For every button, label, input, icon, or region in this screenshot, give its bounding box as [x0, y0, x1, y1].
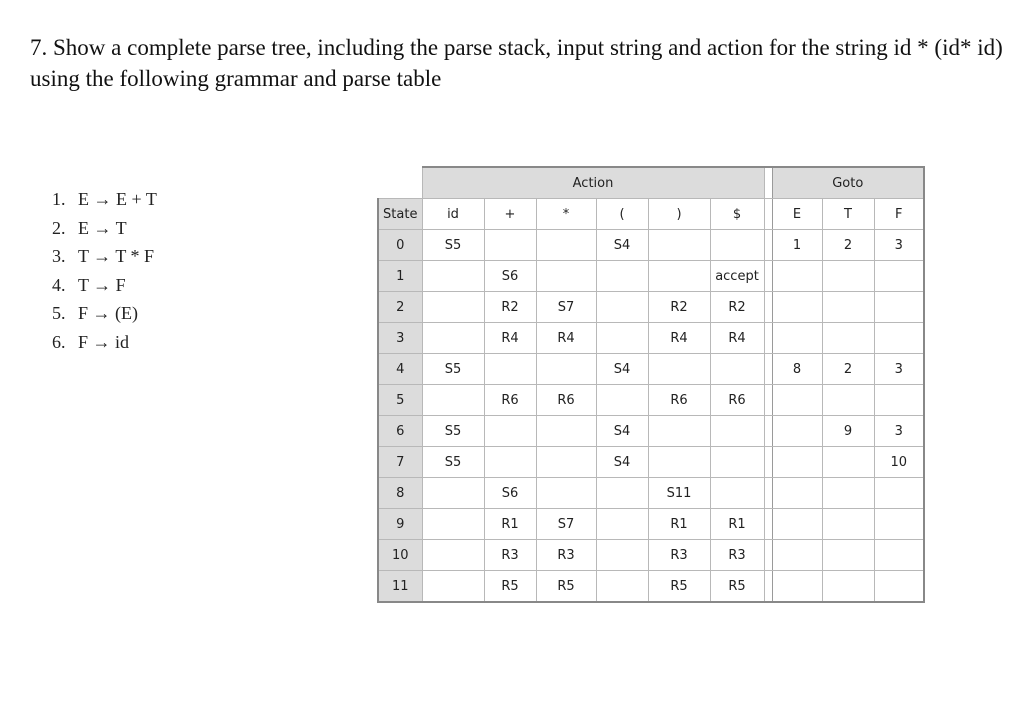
grammar-rule-production: T → T * F [78, 246, 155, 266]
goto-cell: 1 [772, 230, 822, 261]
action-cell: S11 [648, 478, 710, 509]
action-cell [422, 261, 484, 292]
state-cell: 7 [378, 447, 422, 478]
action-cell: R6 [710, 385, 764, 416]
grammar-rule-production: T → F [78, 274, 126, 295]
action-cell [484, 354, 536, 385]
action-cell: R6 [536, 385, 596, 416]
grammar-rule-number: 6. [52, 331, 66, 352]
state-cell: 3 [378, 323, 422, 354]
action-cell [596, 323, 648, 354]
column-separator [764, 199, 772, 230]
goto-cell [874, 571, 924, 603]
goto-cell [874, 509, 924, 540]
state-cell: 6 [378, 416, 422, 447]
grammar-rule [52, 185, 157, 214]
goto-cell: 3 [874, 354, 924, 385]
goto-cell [772, 571, 822, 603]
goto-cell [874, 540, 924, 571]
state-cell: 9 [378, 509, 422, 540]
table-row [378, 323, 924, 354]
action-cell [710, 416, 764, 447]
action-cell: R1 [648, 509, 710, 540]
goto-cell: 10 [874, 447, 924, 478]
action-cell [648, 416, 710, 447]
action-cell: R4 [484, 323, 536, 354]
action-cell [648, 261, 710, 292]
action-cell [710, 478, 764, 509]
action-cell [596, 261, 648, 292]
goto-cell [874, 261, 924, 292]
goto-cell [874, 385, 924, 416]
action-cell [422, 292, 484, 323]
action-cell [422, 571, 484, 603]
action-cell [596, 385, 648, 416]
column-separator [764, 509, 772, 540]
column-separator [764, 167, 772, 199]
action-cell: S4 [596, 354, 648, 385]
goto-cell [772, 416, 822, 447]
action-column-header: id [422, 199, 484, 230]
state-cell: 1 [378, 261, 422, 292]
state-cell: 11 [378, 571, 422, 603]
action-cell: S7 [536, 509, 596, 540]
table-row [378, 571, 924, 603]
grammar-rule [52, 328, 157, 357]
grammar-rule-production: F → id [78, 331, 130, 352]
goto-cell [772, 323, 822, 354]
action-header: Action [422, 167, 764, 199]
action-cell [710, 447, 764, 478]
action-cell: R3 [648, 540, 710, 571]
action-cell: R3 [710, 540, 764, 571]
action-cell: R2 [484, 292, 536, 323]
action-cell [596, 478, 648, 509]
goto-cell [772, 509, 822, 540]
column-separator [764, 354, 772, 385]
action-column-header: + [484, 199, 536, 230]
table-row [378, 354, 924, 385]
action-cell [596, 509, 648, 540]
table-row [378, 478, 924, 509]
goto-cell [772, 385, 822, 416]
action-cell [648, 447, 710, 478]
goto-cell: 3 [874, 416, 924, 447]
goto-cell [822, 323, 874, 354]
column-separator [764, 323, 772, 354]
action-cell [596, 292, 648, 323]
state-cell: 8 [378, 478, 422, 509]
table-corner-cell [378, 167, 422, 199]
grammar-rule-production: E → T [78, 217, 127, 238]
state-cell: 0 [378, 230, 422, 261]
column-separator [764, 416, 772, 447]
grammar-rule-number: 3. [52, 246, 66, 266]
goto-cell: 2 [822, 354, 874, 385]
action-cell [536, 478, 596, 509]
table-row [378, 447, 924, 478]
action-cell [648, 354, 710, 385]
grammar-rule [52, 242, 157, 271]
action-cell: S5 [422, 447, 484, 478]
grammar-rule-number: 2. [52, 217, 66, 238]
action-cell [596, 540, 648, 571]
goto-cell [772, 261, 822, 292]
action-cell: R5 [710, 571, 764, 603]
action-cell: R4 [648, 323, 710, 354]
action-cell [536, 354, 596, 385]
column-separator [764, 478, 772, 509]
goto-cell [822, 509, 874, 540]
table-row [378, 540, 924, 571]
action-cell: R3 [484, 540, 536, 571]
goto-cell [772, 540, 822, 571]
goto-cell [822, 571, 874, 603]
grammar-rule-production: F → (E) [78, 303, 138, 323]
action-cell [422, 385, 484, 416]
action-cell [710, 230, 764, 261]
grammar-rule-number: 1. [52, 189, 66, 209]
action-cell [484, 416, 536, 447]
table-row [378, 230, 924, 261]
action-cell: R3 [536, 540, 596, 571]
column-separator [764, 230, 772, 261]
state-cell: 4 [378, 354, 422, 385]
action-cell [648, 230, 710, 261]
action-cell [536, 230, 596, 261]
action-cell: R5 [484, 571, 536, 603]
action-cell: R1 [484, 509, 536, 540]
action-cell: R4 [536, 323, 596, 354]
goto-column-header: F [874, 199, 924, 230]
goto-cell [822, 478, 874, 509]
action-cell [422, 323, 484, 354]
action-cell: accept [710, 261, 764, 292]
table-row [378, 292, 924, 323]
goto-cell [822, 385, 874, 416]
action-cell: R6 [648, 385, 710, 416]
action-cell [422, 478, 484, 509]
action-cell [536, 447, 596, 478]
action-column-header: ) [648, 199, 710, 230]
action-cell: R5 [536, 571, 596, 603]
action-cell: R6 [484, 385, 536, 416]
goto-cell: 3 [874, 230, 924, 261]
table-row [378, 261, 924, 292]
goto-cell [874, 292, 924, 323]
table-row [378, 416, 924, 447]
action-cell [536, 261, 596, 292]
column-separator [764, 261, 772, 292]
goto-column-header: T [822, 199, 874, 230]
table-row [378, 509, 924, 540]
goto-cell: 2 [822, 230, 874, 261]
goto-cell [772, 292, 822, 323]
action-cell: S6 [484, 478, 536, 509]
grammar-rule-production: E → E + T [78, 189, 157, 209]
action-cell [422, 540, 484, 571]
parse-table [377, 166, 925, 603]
goto-cell [822, 261, 874, 292]
goto-cell [822, 540, 874, 571]
grammar-rule-number: 4. [52, 274, 66, 295]
action-cell [710, 354, 764, 385]
action-cell [484, 230, 536, 261]
action-cell: S5 [422, 416, 484, 447]
goto-cell: 8 [772, 354, 822, 385]
state-cell: 2 [378, 292, 422, 323]
goto-cell [874, 323, 924, 354]
action-cell [484, 447, 536, 478]
action-cell: S5 [422, 354, 484, 385]
action-cell: S4 [596, 416, 648, 447]
action-cell: R5 [648, 571, 710, 603]
action-cell: R1 [710, 509, 764, 540]
goto-cell: 9 [822, 416, 874, 447]
action-cell: S6 [484, 261, 536, 292]
column-separator [764, 571, 772, 603]
action-cell: S7 [536, 292, 596, 323]
column-separator [764, 447, 772, 478]
action-cell [596, 571, 648, 603]
goto-cell [822, 292, 874, 323]
state-cell: 10 [378, 540, 422, 571]
grammar-list [52, 185, 157, 356]
state-header: State [378, 199, 422, 230]
action-cell: R4 [710, 323, 764, 354]
action-cell [422, 509, 484, 540]
action-column-header: * [536, 199, 596, 230]
goto-cell [772, 447, 822, 478]
goto-cell [772, 478, 822, 509]
grammar-rule [52, 271, 157, 300]
table-header-row-columns [378, 199, 924, 230]
question-text: 7. Show a complete parse tree, including the parse stack, input string and action for the string id * (id* id) using the following grammar and parse table [30, 35, 1003, 91]
action-cell: R2 [648, 292, 710, 323]
grammar-rule-number: 5. [52, 303, 66, 323]
action-column-header: $ [710, 199, 764, 230]
action-cell: R2 [710, 292, 764, 323]
action-cell [536, 416, 596, 447]
grammar-rule [52, 299, 157, 328]
action-column-header: ( [596, 199, 648, 230]
state-cell: 5 [378, 385, 422, 416]
goto-column-header: E [772, 199, 822, 230]
table-header-row-groups [378, 167, 924, 199]
goto-header: Goto [772, 167, 924, 199]
column-separator [764, 540, 772, 571]
table-row [378, 385, 924, 416]
column-separator [764, 385, 772, 416]
action-cell: S5 [422, 230, 484, 261]
grammar-rule [52, 214, 157, 243]
action-cell: S4 [596, 447, 648, 478]
column-separator [764, 292, 772, 323]
action-cell: S4 [596, 230, 648, 261]
goto-cell [822, 447, 874, 478]
goto-cell [874, 478, 924, 509]
